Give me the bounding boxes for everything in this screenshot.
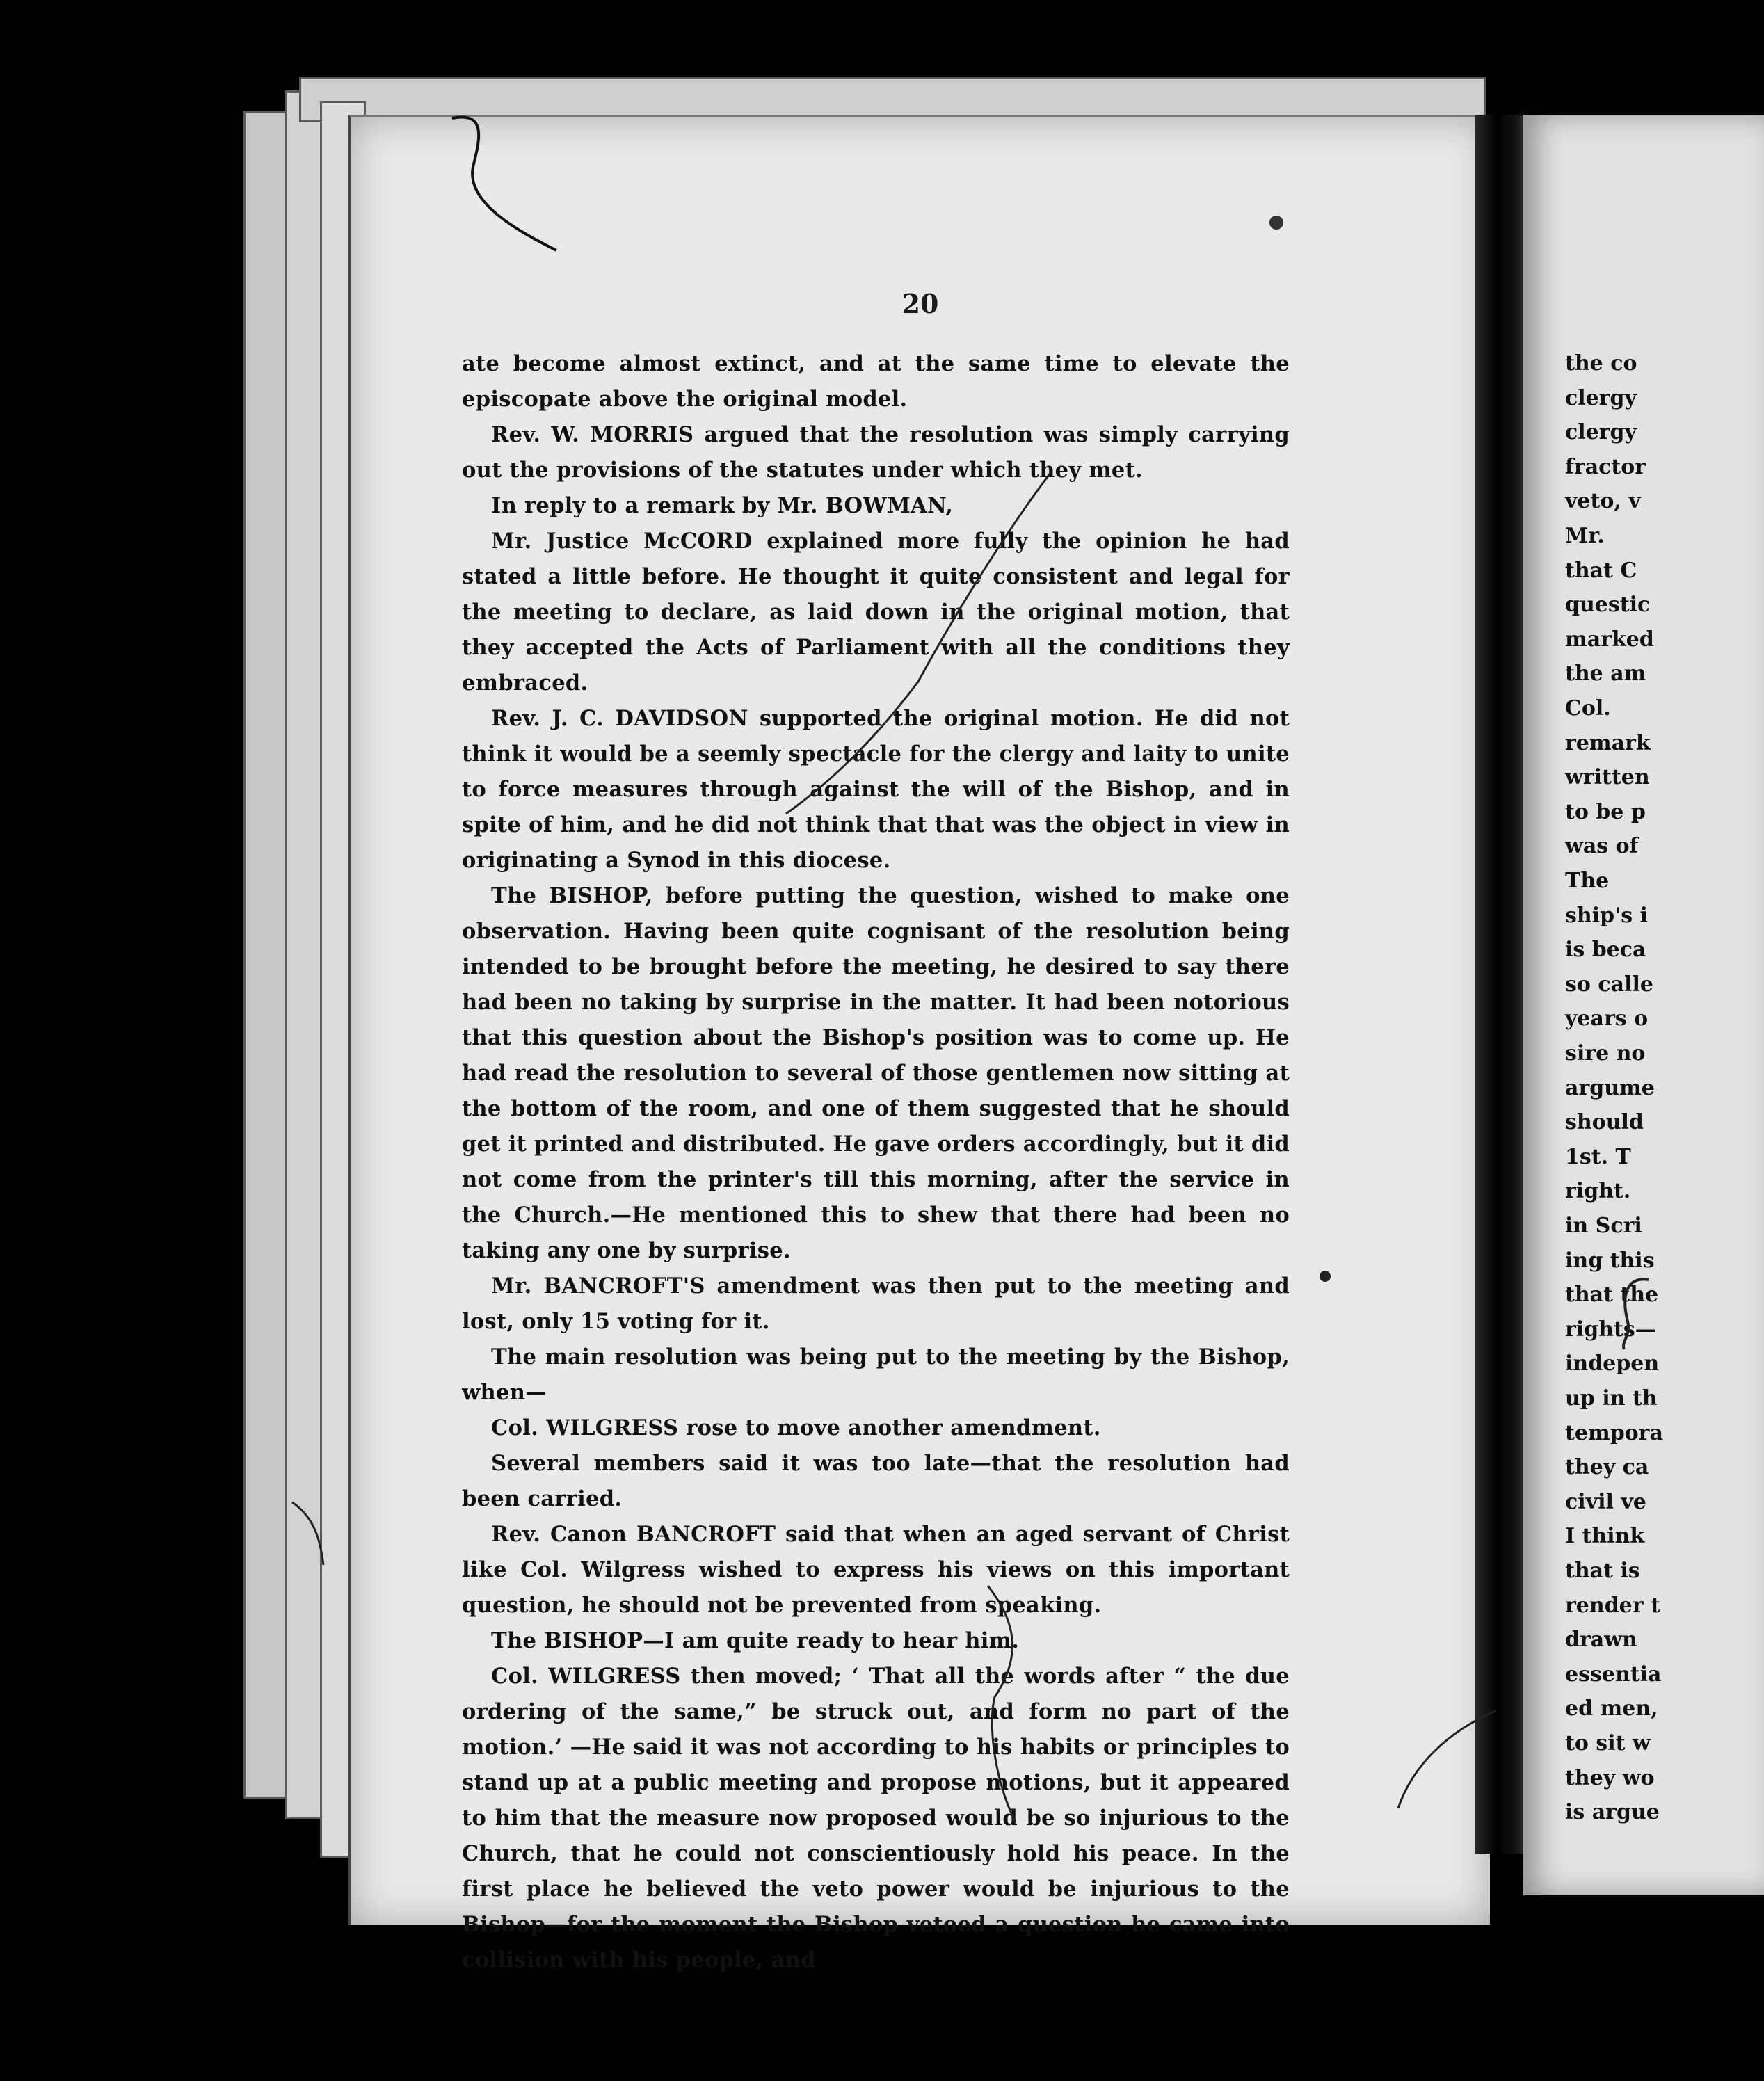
right-page-line: fractor [1565,454,1646,479]
right-page-line: to sit w [1565,1731,1651,1755]
right-page-line: 1st. T [1565,1144,1631,1169]
paragraph: Col. WILGRESS then moved; ‘ That all the words after “ the due ordering of the same,” be struck out, and form no part of the motion.’ —He said it was not according to his habits or principles to stand up at a public meeting and propose motions, but it appeared to him that the measure now proposed would be so injurious to the Church, that he could not conscientiously hold his peace. In the first place he believed the veto power would be injurious to the Bishop—for the moment the Bishop vetoed a question he came into collision with his people, and [462,1664,1290,1972]
right-page-line: the am [1565,661,1646,686]
right-page-line: up in th [1565,1386,1658,1411]
right-page-line: essentia [1565,1662,1662,1687]
right-page-line: Mr. [1565,524,1605,548]
right-page-line: tempora [1565,1420,1663,1445]
right-page-line: that the [1565,1283,1659,1308]
pen-stroke-right-bracket [1623,1279,1649,1349]
right-page-line: The [1565,869,1610,893]
right-page-line: written [1565,765,1650,790]
right-page-line: ing this [1565,1248,1655,1273]
paragraph: The main resolution was being put to the meeting by the Bishop, when— [462,1344,1290,1405]
right-page-line: they wo [1565,1765,1655,1790]
right-page-line: the co [1565,351,1637,376]
pen-stroke-diagonal [786,473,1050,814]
ink-blot [1269,216,1283,230]
paragraph: Rev. J. C. DAVIDSON supported the original motion. He did not think it would be a seemly spectacle for the clergy and laity to unite to force measures through against the will of the Bishop, and in spite of him, and he did not think that that was the object in view in originating a Synod in this diocese. [462,706,1290,873]
pen-stroke-lower [988,1586,1016,1822]
right-page-line: render t [1565,1593,1660,1618]
page-number: 20 [901,288,939,319]
right-page-line: veto, v [1565,489,1641,514]
right-page-line: argume [1565,1075,1655,1100]
pen-stroke-top-left [452,117,556,250]
right-page-line: remark [1565,730,1651,755]
right-page-line: rights— [1565,1317,1656,1342]
right-page-line: is argue [1565,1800,1660,1825]
right-page-line: ship's i [1565,903,1648,928]
paragraph: Rev. W. MORRIS argued that the resolution was simply carrying out the provisions of the statutes under which they met. [462,422,1290,483]
right-page-line: right. [1565,1179,1631,1204]
paragraph: Several members said it was too late—that the resolution had been carried. [462,1451,1290,1511]
right-page-line: should [1565,1110,1644,1135]
ink-blot [1320,1271,1331,1282]
right-page-line: clergy [1565,420,1637,445]
right-page-line: was of [1565,834,1639,859]
right-page-line: is beca [1565,938,1646,963]
right-page-line: questic [1565,593,1651,618]
right-page-line: indepen [1565,1351,1660,1376]
paragraph: Mr. Justice McCORD explained more fully the opinion he had stated a little before. He thought it quite consistent and legal for the meeting to declare, as laid down in the original motion, that they accepted the Acts of Parliament with all the conditions they embraced. [462,529,1290,696]
paragraph: The BISHOP—I am quite ready to hear him. [491,1628,1020,1653]
paragraph: ate become almost extinct, and at the same time to elevate the episcopate above the original model. [462,351,1290,412]
pen-stroke-left-margin [292,1502,323,1565]
right-page-line: clergy [1565,385,1637,410]
paragraph: The BISHOP, before putting the question, wished to make one observation. Having been quite cognisant of the resolution being intended to be brought before the meeting, he desired to say there had been no taking by surprise in the matter. It had been notorious that this question about the Bishop's position was to come up. He had read the resolution to several of those gentlemen now sitting at the bottom of the room, and one of them suggested that he should get it printed and distributed. He gave orders accordingly, but it did not come from the printer's till this morning, after the service in the Church.—He mentioned this to shew that there had been no taking any one by surprise. [462,883,1290,1263]
right-page-line: civil ve [1565,1489,1646,1514]
right-page-line: that C [1565,558,1637,583]
right-page-line: that is [1565,1559,1640,1583]
paragraph: In reply to a remark by Mr. BOWMAN, [491,493,954,518]
right-page-line: to be p [1565,799,1646,824]
right-page-line: drawn [1565,1628,1637,1653]
right-page-line: marked [1565,627,1654,652]
paragraph: Mr. BANCROFT'S amendment was then put to the meeting and lost, only 15 voting for it. [462,1273,1290,1334]
paragraph: Rev. Canon BANCROFT said that when an aged servant of Christ like Col. Wilgress wished to express his views on this important question, he should not be prevented from speaking. [462,1522,1290,1618]
right-page-line: ed men, [1565,1696,1658,1721]
right-page-line: Col. [1565,696,1611,721]
paragraph: Col. WILGRESS rose to move another amendment. [491,1415,1101,1440]
right-page-line: in Scri [1565,1214,1642,1238]
right-page-line: sire no [1565,1041,1646,1066]
right-page-line: I think [1565,1524,1645,1549]
right-page-line: years o [1565,1006,1649,1031]
right-page-line: so calle [1565,972,1653,997]
right-page-line: they ca [1565,1455,1649,1480]
pen-stroke-right [1398,1711,1496,1808]
